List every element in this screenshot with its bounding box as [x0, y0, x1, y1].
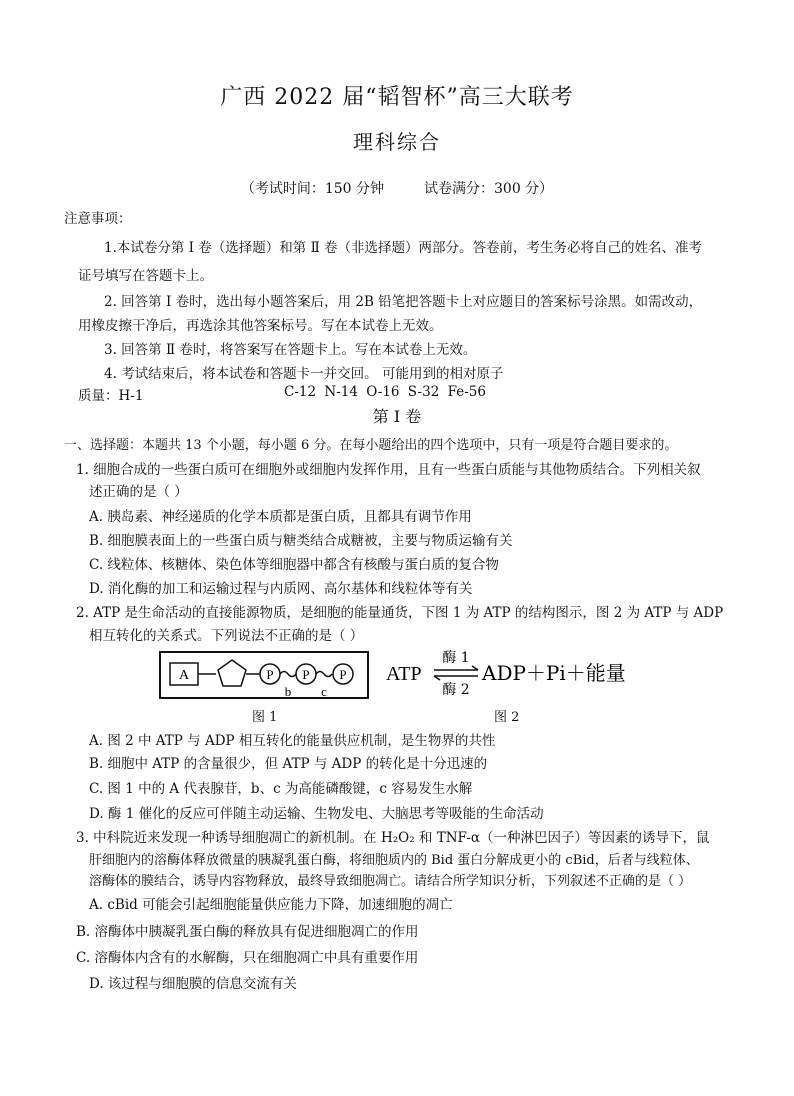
- section-instruction: 一、选择题：本题共 13 个小题，每小题 6 分。在每小题给出的四个选项中，只有一项是符合题目要求的。: [64, 438, 678, 453]
- q1-stem-line-2: 述正确的是（ ）: [89, 484, 188, 500]
- exam-time: （考试时间：150 分钟: [240, 181, 384, 197]
- figure-frame: [160, 652, 368, 698]
- phosphate-1-label: P: [266, 667, 274, 682]
- atp-adp-conversion-figure: [384, 648, 644, 700]
- note-4: 4. 考试结束后，将本试卷和答题卡一并交回。 可能用到的相对原子: [104, 366, 504, 382]
- q2-stem-line-2: 相互转化的关系式。下列说法不正确的是（ ）: [89, 628, 364, 644]
- exam-subtitle: 理科综合: [353, 130, 441, 154]
- exam-time-info: [0, 178, 794, 198]
- note-2-line-2: 用橡皮擦干净后，再选涂其他答案标号。写在本试卷上无效。: [78, 318, 443, 334]
- q1-option-d: D. 消化酶的加工和运输过程与内质网、高尔基体和线粒体等有关: [89, 581, 473, 597]
- q2-option-c: C. 图 1 中的 A 代表腺苷，b、c 为高能磷酸键，c 容易发生水解: [89, 781, 473, 797]
- q1-option-b: B. 细胞膜表面上的一些蛋白质与糖类结合成糖被，主要与物质运输有关: [89, 533, 513, 549]
- phosphate-2-label: P: [302, 667, 310, 682]
- bond-b: [280, 672, 296, 677]
- full-score: 试卷满分：300 分）: [424, 181, 554, 197]
- q2-option-d: D. 酶 1 催化的反应可伴随主动运输、生物发电、大脑思考等吸能的生命活动: [89, 806, 544, 822]
- bond-c: [316, 672, 332, 677]
- q3-option-c: C. 溶酶体内含有的水解酶，只在细胞凋亡中具有重要作用: [76, 950, 419, 966]
- q2-option-b: B. 细胞中 ATP 的含量很少，但 ATP 与 ADP 的转化是十分迅速的: [89, 756, 488, 772]
- q3-stem-line-3: 溶酶体的膜结合，诱导内容物释放，最终导致细胞凋亡。请结合所学知识分析，下列叙述不正确的是（ ）: [89, 874, 692, 889]
- q1-option-c: C. 线粒体、核糖体、染色体等细胞器中都含有核酸与蛋白质的复合物: [89, 557, 499, 573]
- figure-2-caption: 图 2: [494, 710, 520, 725]
- q3-stem-line-1: 3. 中科院近来发现一种诱导细胞凋亡的新机制。在 H₂O₂ 和 TNF-α（一种淋巴因子）等因素的诱导下，鼠: [76, 830, 710, 846]
- q3-stem-line-2: 肝细胞内的溶酶体释放微量的胰凝乳蛋白酶，将细胞质内的 Bid 蛋白分解成更小的 cBid，后者与线粒体、: [89, 853, 699, 868]
- mass-values: C-12 N-14 O-16 S-32 Fe-56: [284, 384, 486, 400]
- bond-c-label: c: [321, 684, 327, 699]
- adenine-label: A: [178, 668, 190, 683]
- q1-stem-line-1: 1. 细胞合成的一些蛋白质可在细胞外或细胞内发挥作用，且有一些蛋白质能与其他物质结合。下列相关叙: [76, 462, 701, 478]
- figure-1-caption: 图 1: [252, 710, 278, 725]
- q1-option-a: A. 胰岛素、神经递质的化学本质都是蛋白质，且都具有调节作用: [89, 509, 472, 525]
- enzyme-1-label: 酶 1: [442, 650, 470, 666]
- notes-label: 注意事项：: [64, 211, 132, 227]
- section-heading: 第 Ⅰ 卷: [372, 407, 422, 426]
- note-1-line-2: 证号填写在答题卡上。: [78, 268, 213, 284]
- note-1-line-1: 1.本试卷分第 Ⅰ 卷（选择题）和第 Ⅱ 卷（非选择题）两部分。答卷前，考生务必将自己的姓名、准考: [104, 240, 703, 256]
- enzyme-2-label: 酶 2: [442, 682, 470, 698]
- atp-structure-figure: [158, 650, 370, 702]
- q2-option-a: A. 图 2 中 ATP 与 ADP 相互转化的能量供应机制，是生物界的共性: [89, 733, 496, 749]
- q3-option-d: D. 该过程与细胞膜的信息交流有关: [89, 976, 297, 992]
- note-2-line-1: 2. 回答第 Ⅰ 卷时，选出每小题答案后，用 2B 铅笔把答题卡上对应题目的答案标号涂黑。如需改动，: [104, 294, 703, 310]
- atp-text: ATP: [386, 663, 422, 685]
- adp-products-text: ADP＋Pi＋能量: [482, 661, 626, 685]
- mass-label: 质量：H-1: [78, 388, 144, 404]
- q2-stem-line-1: 2. ATP 是生命活动的直接能源物质，是细胞的能量通货，下图 1 为 ATP 的结构图示，图 2 为 ATP 与 ADP: [76, 605, 724, 621]
- q3-option-a: A. cBid 可能会引起细胞能量供应能力下降，加速细胞的凋亡: [89, 897, 453, 913]
- bond-b-label: b: [284, 684, 292, 699]
- exam-title: 广西 2022 届“韬智杯”高三大联考: [220, 85, 574, 110]
- ribose-pentagon: [218, 660, 246, 686]
- phosphate-3-label: P: [339, 667, 347, 682]
- q3-option-b: B. 溶酶体中胰凝乳蛋白酶的释放具有促进细胞凋亡的作用: [76, 924, 419, 940]
- note-3: 3. 回答第 Ⅱ 卷时，将答案写在答题卡上。写在本试卷上无效。: [104, 342, 477, 358]
